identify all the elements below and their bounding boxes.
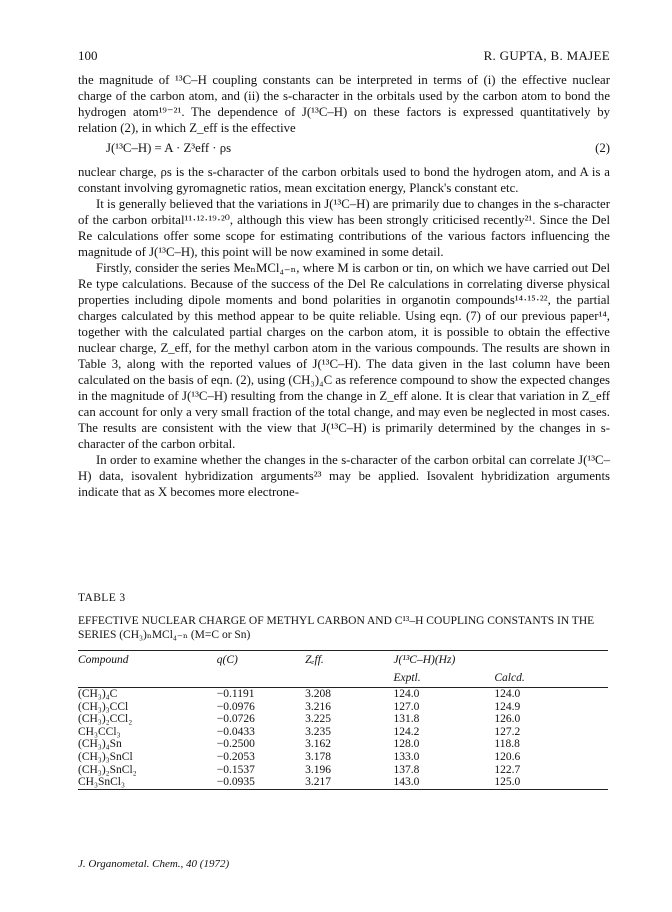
page-number: 100 xyxy=(78,48,98,63)
table-cell: 143.0 xyxy=(393,776,420,789)
table-cell: CH₃CCl₃ xyxy=(78,725,121,738)
table-cell: 137.8 xyxy=(393,763,420,776)
table-cell: 122.7 xyxy=(494,763,521,776)
table-cell: CH₃SnCl₃ xyxy=(78,776,126,789)
table-cell: −0.0976 xyxy=(216,700,255,713)
table-cell: (CH₃)₂CCl₂ xyxy=(78,713,133,726)
table-row xyxy=(78,726,608,739)
table-cell: 128.0 xyxy=(393,738,420,751)
paragraph: In order to examine whether the changes in the s-character of the carbon orbital can correlate J(¹³C–H) data, isovalent hybridization arguments²³ may be applied. Isovalent hybridization arguments indicate that as X becomes more electrone- xyxy=(78,453,610,499)
table-cell: 124.2 xyxy=(393,725,420,738)
equation-expression: J(¹³C–H) = A · Z³eff · ρs xyxy=(106,141,232,155)
table-cell: −0.2053 xyxy=(216,750,255,763)
table-cell: −0.1537 xyxy=(216,763,255,776)
body-text xyxy=(78,72,610,500)
table-cell: 124.0 xyxy=(393,688,420,700)
table-cell: 3.217 xyxy=(305,776,331,789)
table-title: EFFECTIVE NUCLEAR CHARGE OF METHYL CARBON AND C¹³–H COUPLING CONSTANTS IN THE SERIES (CH₃)ₙMCl₄₋ₙ (M=C or Sn) xyxy=(78,615,595,641)
table-cell: 127.0 xyxy=(393,700,420,713)
col-header-jch: J(¹³C–H)(Hz) xyxy=(393,654,456,666)
table-cell: −0.1191 xyxy=(216,688,255,700)
table-row xyxy=(78,688,608,701)
running-head-authors: R. GUPTA, B. MAJEE xyxy=(483,48,610,63)
table-row xyxy=(78,751,608,764)
paragraph: nuclear charge, ρs is the s-character of the carbon orbitals used to bond the hydrogen atom, and A is a constant involving gyromagnetic ratios, mean excitation energy, Planck's constant etc. xyxy=(78,165,610,195)
equation-2 xyxy=(106,140,610,158)
table-row xyxy=(78,713,608,726)
table-cell: 3.216 xyxy=(305,700,331,713)
paragraph: Firstly, consider the series MeₙMCl₄₋ₙ, where M is carbon or tin, on which we have carried out Del Re type calculations. Because of the success of the Del Re calculations in correlating diverse physical properties including dipole moments and bond polarities in organotin compounds¹⁴·¹⁵·²², the partial charges calculated by this method appear to be quite reliable. Using eqn. (7) of our previous paper¹⁴, together with the calculated partial charges on the carbon atom, it is possible to obtain the effective nuclear charge, Z_eff, for the methyl carbon atom in the various compounds. The results are shown in Table 3, along with the reported values of J(¹³C–H). The data given in the last column have been calculated on the basis of eqn. (2), using (CH₃)₄C as reference compound to show the expected changes in the magnitude of J(¹³C–H) resulting from the change in Z_eff alone. It is clear that variation in Z_eff can account for only a very small fraction of the total change, and may even be neglected in most cases. The results are consistent with the view that J(¹³C–H) is primarily determined by the changes in s-character of the carbon orbital. xyxy=(78,261,610,451)
table-cell: 124.0 xyxy=(494,688,521,700)
table-row xyxy=(78,701,608,714)
col-subheader-calcd: Calcd. xyxy=(494,672,525,684)
col-subheader-exptl: Exptl. xyxy=(393,672,421,684)
table-cell: 3.162 xyxy=(305,738,331,751)
table-cell: −0.0935 xyxy=(216,776,255,789)
table-cell: 118.8 xyxy=(494,738,520,751)
table-body xyxy=(78,688,608,790)
col-header-compound: Compound xyxy=(78,654,129,666)
table-cell: 3.225 xyxy=(305,713,331,726)
journal-footer: J. Organometal. Chem., 40 (1972) xyxy=(78,858,230,870)
table-cell: 3.208 xyxy=(305,688,331,700)
table-cell: 125.0 xyxy=(494,776,521,789)
equation-number: (2) xyxy=(595,141,610,155)
table-cell: −0.2500 xyxy=(216,738,255,751)
table-label: TABLE 3 xyxy=(78,592,126,604)
table-cell: 133.0 xyxy=(393,750,420,763)
table-cell: (CH₃)₃SnCl xyxy=(78,750,133,763)
table-cell: (CH₃)₃CCl xyxy=(78,700,129,713)
table-row xyxy=(78,776,608,789)
paragraph: It is generally believed that the variations in J(¹³C–H) are primarily due to changes in the s-character of the carbon orbital¹¹·¹²·¹⁹·²⁰, although this view has been strongly criticised recently²¹. Since the Del Re calculations offer some scope for estimating contributions of the various factors influencing the magnitude of J(¹³C–H), this point will be now examined in some detail. xyxy=(78,197,610,259)
table-cell: 3.235 xyxy=(305,725,331,738)
col-header-zeff: Zₑff. xyxy=(305,654,324,666)
table-row xyxy=(78,764,608,777)
table-cell: 3.178 xyxy=(305,750,331,763)
table-cell: 124.9 xyxy=(494,700,521,713)
table-cell: 131.8 xyxy=(393,713,420,726)
data-table xyxy=(78,650,608,790)
table-cell: 120.6 xyxy=(494,750,521,763)
table-cell: −0.0726 xyxy=(216,713,255,726)
paragraph: the magnitude of ¹³C–H coupling constants can be interpreted in terms of (i) the effective nuclear charge of the carbon atom, and (ii) the s-character in the orbitals used by the carbon atom to bond the hydrogen atom¹⁹⁻²¹. The dependence of J(¹³C–H) on these factors is expressed quantitatively by relation (2), in which Z_eff is the effective xyxy=(78,73,610,135)
table-cell: 3.196 xyxy=(305,763,331,776)
table-cell: (CH₃)₄C xyxy=(78,688,118,700)
col-header-qc: q(C) xyxy=(216,654,238,666)
table-cell: −0.0433 xyxy=(216,725,255,738)
table-row xyxy=(78,738,608,751)
table-cell: 126.0 xyxy=(494,713,521,726)
table-cell: 127.2 xyxy=(494,725,521,738)
table-cell: (CH₃)₄Sn xyxy=(78,738,122,751)
table-cell: (CH₃)₂SnCl₂ xyxy=(78,763,137,776)
